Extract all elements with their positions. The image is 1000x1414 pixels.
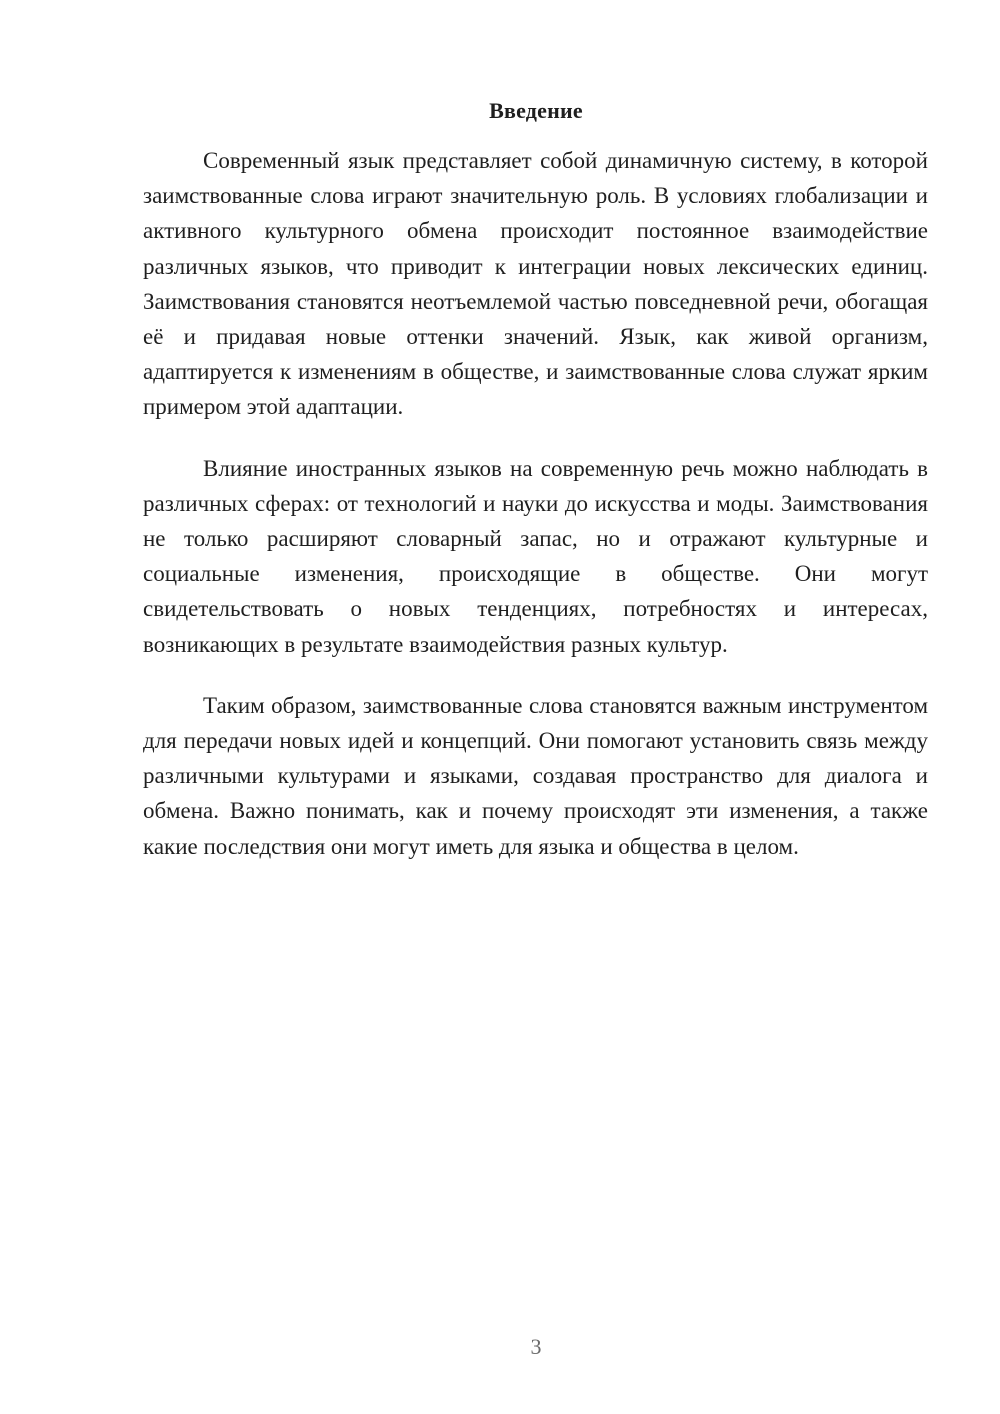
body-text <box>143 143 928 890</box>
paragraph-3: Таким образом, заимствованные слова становятся важным инструментом для передачи новых идей и концепций. Они помогают установить связь между различными культурами и языками, создавая пространство для диалога и обмена. Важно понимать, как и почему происходят эти изменения, а также какие последствия они могут иметь для языка и общества в целом. <box>143 692 928 859</box>
paragraph-2: Влияние иностранных языков на современную речь можно наблюдать в различных сферах: от технологий и науки до искусства и моды. Заимствования не только расширяют словарный запас, но и отражают культурные и социальные изменения, происходящие в обществе. Они могут свидетельствовать о новых тенденциях, потребностях и интересах, возникающих в результате взаимодействия разных культур. <box>143 455 928 657</box>
section-heading: Введение <box>489 98 583 123</box>
paragraph-1: Современный язык представляет собой динамичную систему, в которой заимствованные слова играют значительную роль. В условиях глобализации и активного культурного обмена происходит постоянное взаимодействие различных языков, что приводит к интеграции новых лексических единиц. Заимствования становятся неотъемлемой частью повседневной речи, обогащая её и придавая новые оттенки значений. Язык, как живой организм, адаптируется к изменениям в обществе, и заимствованные слова служат ярким примером этой адаптации. <box>143 148 928 420</box>
page-number: 3 <box>530 1334 542 1359</box>
